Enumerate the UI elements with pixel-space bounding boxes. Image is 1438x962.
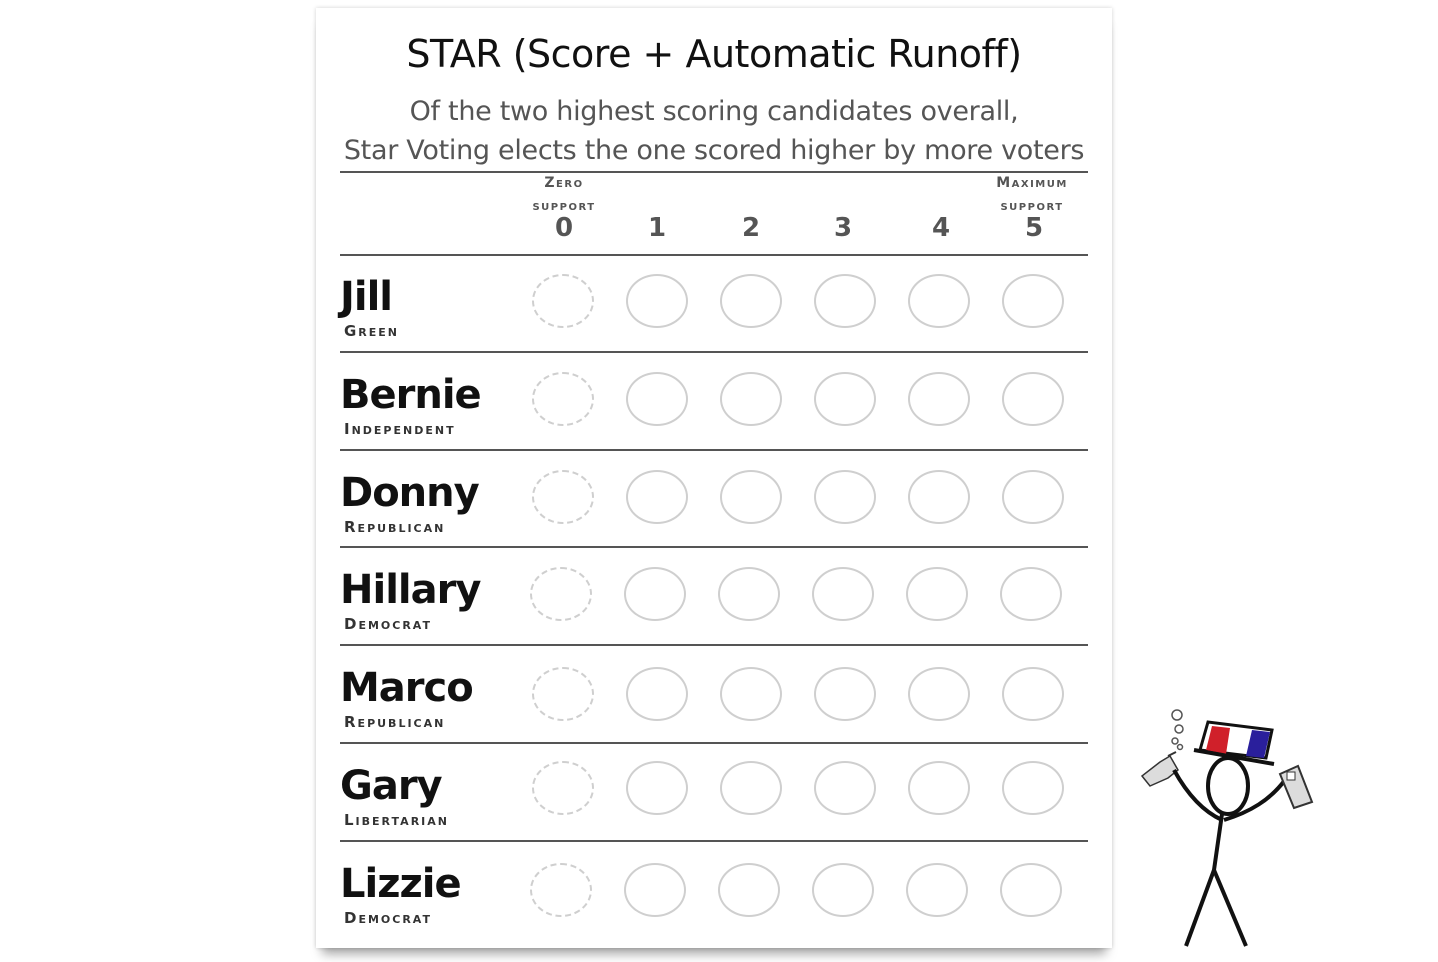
max-support-label [972, 172, 1092, 218]
score-bubble-0[interactable] [530, 567, 592, 621]
score-bubble-0[interactable] [532, 667, 594, 721]
score-header-1: 1 [647, 213, 667, 243]
score-bubble-2[interactable] [720, 372, 782, 426]
candidate-name: Marco [340, 665, 473, 711]
score-bubble-4[interactable] [906, 567, 968, 621]
zero-label-line2: support [532, 198, 596, 214]
row-divider [340, 449, 1088, 451]
score-bubble-5[interactable] [1002, 667, 1064, 721]
row-divider [340, 351, 1088, 353]
candidate-party: Independent [344, 420, 456, 438]
candidate-row-donny [316, 452, 1112, 550]
score-bubble-0[interactable] [530, 863, 592, 917]
zero-support-label [504, 172, 624, 218]
score-bubble-2[interactable] [720, 470, 782, 524]
row-divider [340, 644, 1088, 646]
score-bubble-4[interactable] [908, 274, 970, 328]
score-header-5: 5 [1024, 213, 1044, 243]
candidate-name: Jill [340, 274, 393, 320]
score-bubble-1[interactable] [626, 372, 688, 426]
score-header-3: 3 [833, 213, 853, 243]
candidate-party: Democrat [344, 615, 432, 633]
score-bubble-0[interactable] [532, 470, 594, 524]
score-bubble-4[interactable] [906, 863, 968, 917]
score-bubble-0[interactable] [532, 372, 594, 426]
score-header-0: 0 [554, 213, 574, 243]
score-header-2: 2 [741, 213, 761, 243]
score-bubble-1[interactable] [624, 863, 686, 917]
score-bubble-1[interactable] [626, 667, 688, 721]
candidate-name: Gary [340, 763, 442, 809]
score-bubble-4[interactable] [908, 470, 970, 524]
score-bubble-2[interactable] [718, 567, 780, 621]
score-header-4: 4 [931, 213, 951, 243]
row-divider [340, 840, 1088, 842]
score-bubble-3[interactable] [814, 470, 876, 524]
candidate-party: Democrat [344, 909, 432, 927]
zero-label-line1: Zero [544, 175, 584, 191]
ballot-subtitle-line2: Star Voting elects the one scored higher by more voters [343, 135, 1085, 166]
candidate-party: Republican [344, 713, 446, 731]
max-label-line2: support [1000, 198, 1064, 214]
score-bubble-5[interactable] [1002, 372, 1064, 426]
score-bubble-3[interactable] [814, 761, 876, 815]
score-bubble-5[interactable] [1002, 761, 1064, 815]
stick-figure-scientist-icon [1130, 700, 1330, 960]
row-divider [340, 742, 1088, 744]
score-bubble-2[interactable] [720, 761, 782, 815]
score-bubble-5[interactable] [1002, 470, 1064, 524]
score-bubble-1[interactable] [626, 470, 688, 524]
score-bubble-2[interactable] [720, 667, 782, 721]
score-bubble-3[interactable] [814, 372, 876, 426]
row-divider [340, 546, 1088, 548]
score-bubble-4[interactable] [908, 667, 970, 721]
candidate-row-gary [316, 745, 1112, 843]
candidate-row-jill [316, 256, 1112, 354]
score-bubble-4[interactable] [908, 372, 970, 426]
score-bubble-5[interactable] [1002, 274, 1064, 328]
score-bubble-4[interactable] [908, 761, 970, 815]
score-bubble-5[interactable] [1000, 863, 1062, 917]
candidate-name: Hillary [340, 567, 481, 613]
candidate-row-marco [316, 647, 1112, 745]
score-bubble-3[interactable] [812, 567, 874, 621]
score-bubble-1[interactable] [624, 567, 686, 621]
score-bubble-3[interactable] [814, 274, 876, 328]
candidate-row-hillary [316, 549, 1112, 647]
candidate-name: Donny [340, 470, 479, 516]
max-label-line1: Maximum [996, 175, 1068, 191]
score-bubble-5[interactable] [1000, 567, 1062, 621]
candidate-party: Libertarian [344, 811, 449, 829]
candidate-row-lizzie [316, 843, 1112, 941]
candidate-row-bernie [316, 354, 1112, 452]
ballot-subtitle-line1: Of the two highest scoring candidates overall, [409, 96, 1019, 127]
score-bubble-1[interactable] [626, 274, 688, 328]
candidate-party: Republican [344, 518, 446, 536]
ballot-sheet [316, 8, 1112, 948]
candidate-party: Green [344, 322, 400, 340]
score-bubble-2[interactable] [718, 863, 780, 917]
score-bubble-0[interactable] [532, 274, 594, 328]
candidate-name: Lizzie [340, 861, 461, 907]
ballot-title: STAR (Score + Automatic Runoff) [406, 32, 1022, 76]
score-bubble-2[interactable] [720, 274, 782, 328]
score-bubble-3[interactable] [814, 667, 876, 721]
score-bubble-0[interactable] [532, 761, 594, 815]
candidate-name: Bernie [340, 372, 481, 418]
score-bubble-1[interactable] [626, 761, 688, 815]
score-bubble-3[interactable] [812, 863, 874, 917]
